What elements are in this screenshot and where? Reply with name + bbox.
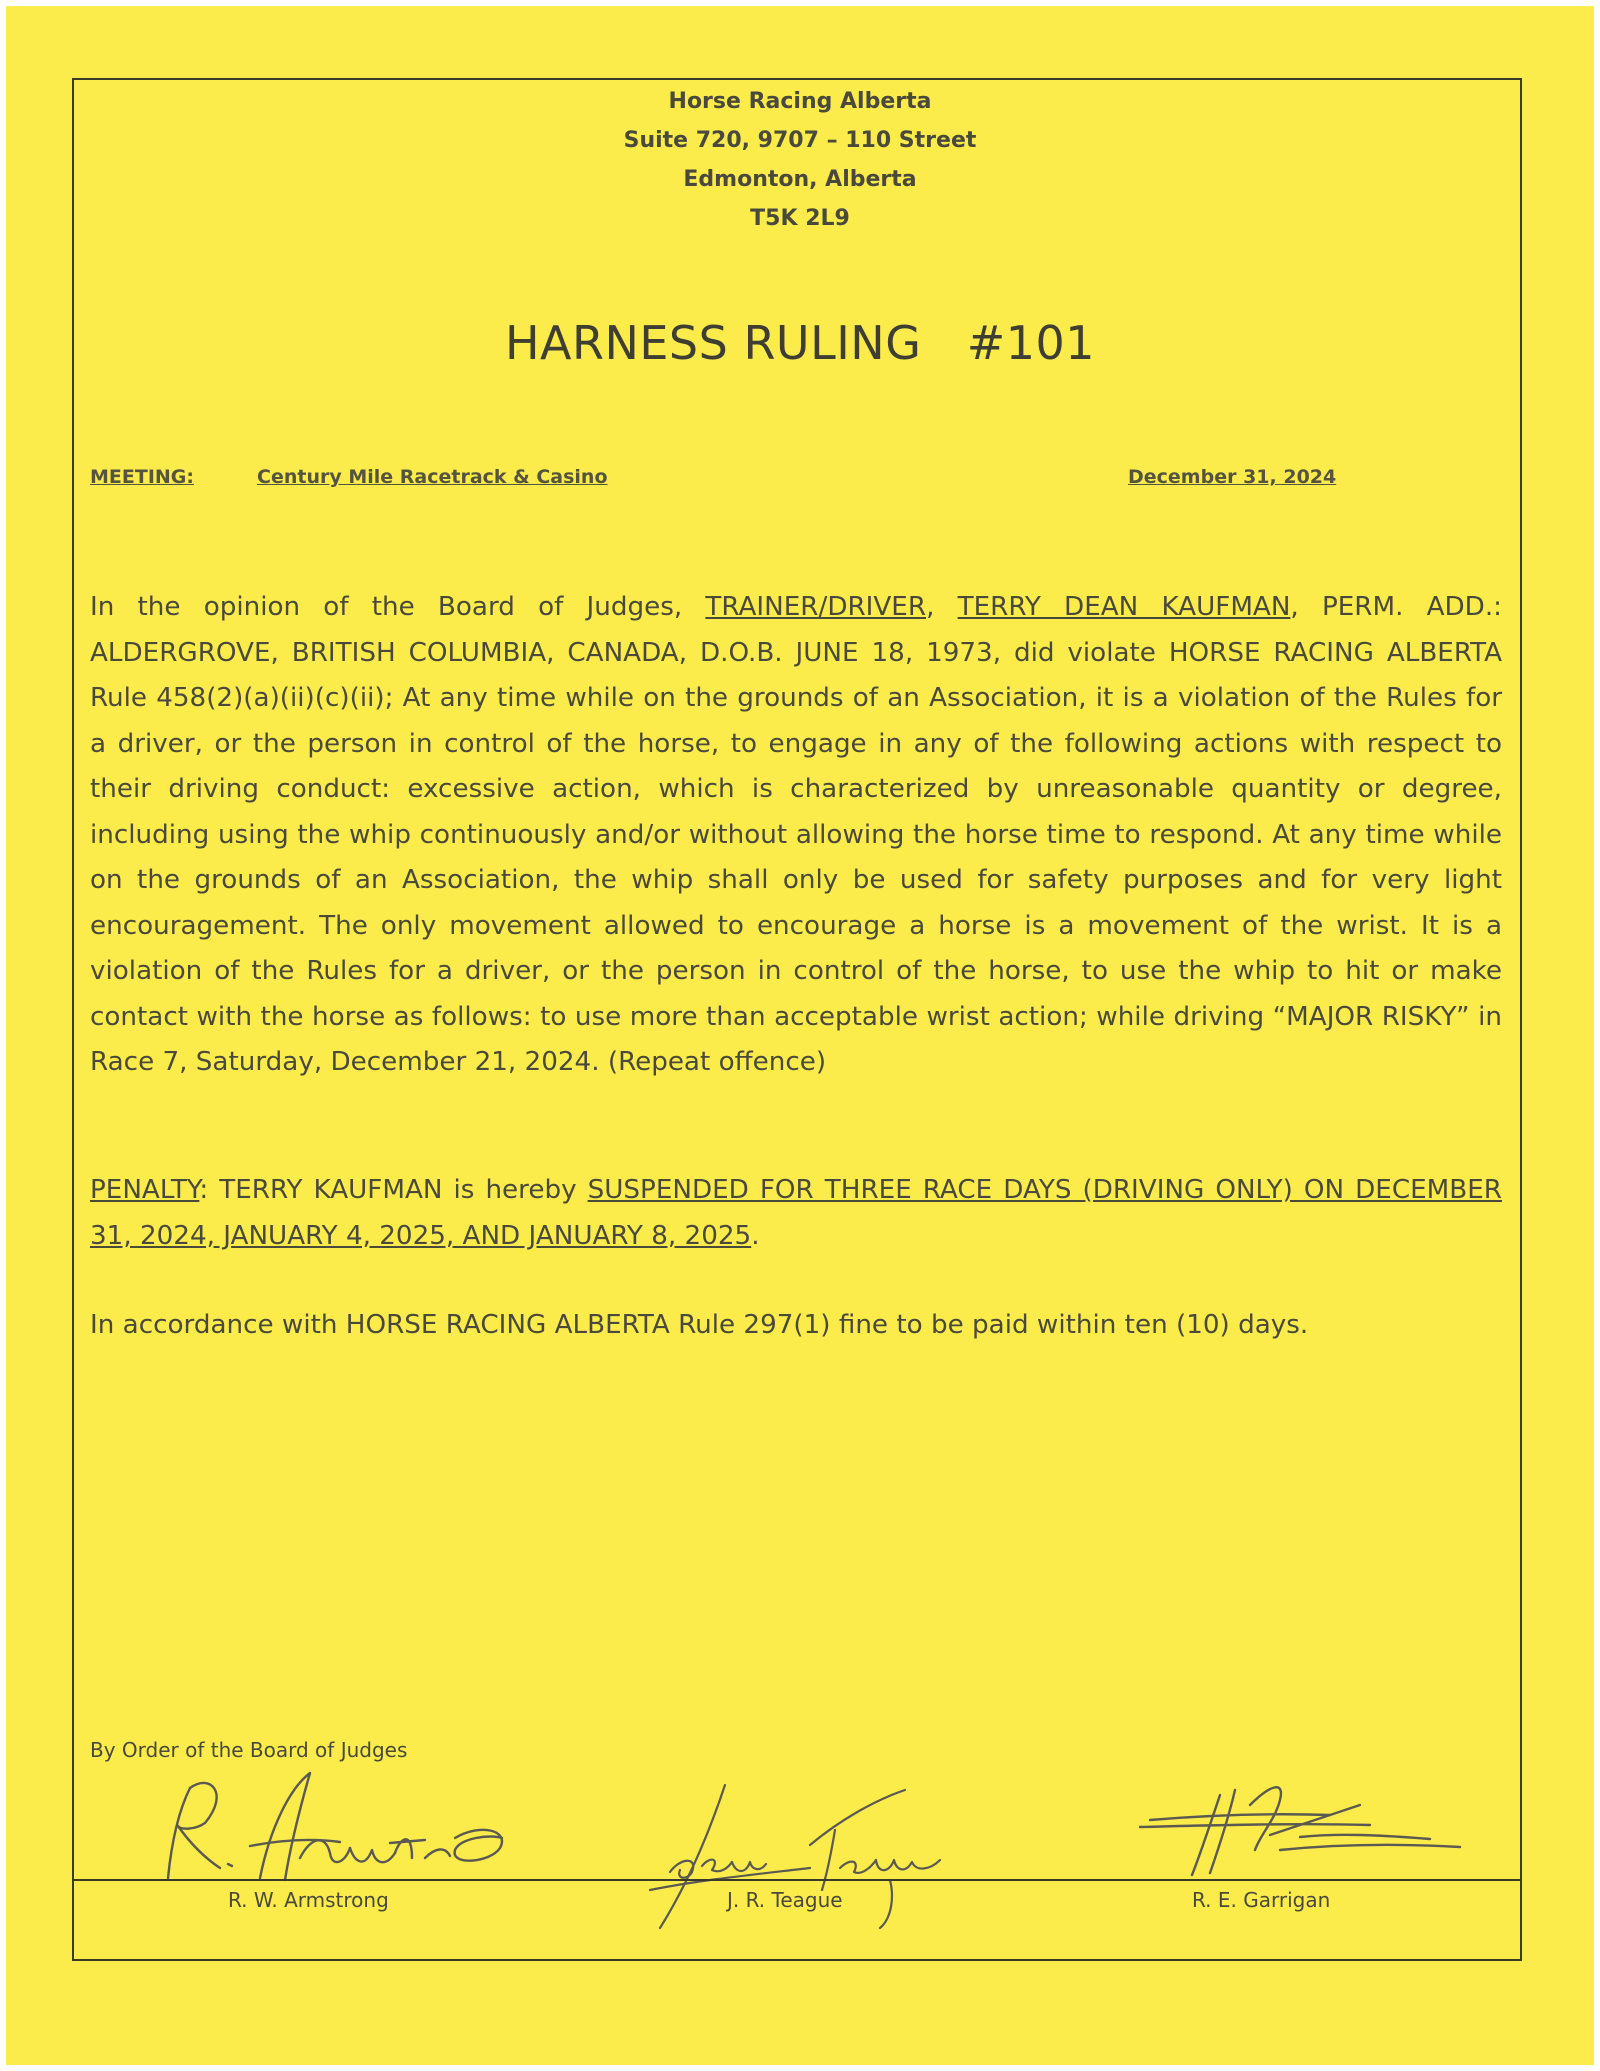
meeting-label: MEETING: — [90, 466, 194, 488]
letterhead-postal: T5K 2L9 — [750, 206, 850, 231]
meeting-date: December 31, 2024 — [1128, 466, 1337, 488]
letterhead-org: Horse Racing Alberta — [668, 89, 932, 114]
letterhead — [0, 82, 1600, 238]
penalty-label: PENALTY — [90, 1175, 200, 1205]
letterhead-city: Edmonton, Alberta — [683, 167, 917, 192]
judge-name-armstrong: R. W. Armstrong — [228, 1888, 389, 1912]
judge-name-garrigan: R. E. Garrigan — [1192, 1888, 1331, 1912]
ruling-details: , PERM. ADD.: ALDERGROVE, BRITISH COLUMBIA, CANADA, D.O.B. JUNE 18, 1973, did violate HORSE RACING ALBERTA Rule 458(2)(a)(ii)(c)(ii); At any time while on the grounds of an Association, it is a violation of the Rules for a driver, or the person in control of the horse, to engage in any of the following actions with respect to their driving conduct: excessive action, which is characterized by unreasonable quantity or degree, including using the whip continuously and/or without allowing the horse time to respond. At any time while on the grounds of an Association, the whip shall only be used for safety purposes and for very light encouragement. The only movement allowed to encourage a horse is a movement of the wrist. It is a violation of the Rules for a driver, or the person in control of the horse, to use the whip to hit or make contact with the horse as follows: to use more than acceptable wrist action; while driving “MAJOR RISKY” in Race 7, Saturday, December 21, 2024. (Repeat offence) — [90, 592, 1502, 1077]
ruling-title: HARNESS RULING #101 — [504, 316, 1096, 370]
letterhead-address: Suite 720, 9707 – 110 Street — [623, 128, 977, 153]
penalty-suspension: SUSPENDED FOR THREE RACE DAYS (DRIVING ONLY) ON DECEMBER 31, 2024, JANUARY 4, 2025, AND JANUARY 8, 2025 — [90, 1175, 1502, 1251]
signature-line — [72, 1879, 1522, 1881]
penalty-text: : TERRY KAUFMAN is hereby — [199, 1175, 588, 1205]
ruling-role: TRAINER/DRIVER — [705, 592, 927, 622]
ruling-comma: , — [926, 592, 958, 622]
ruling-name: TERRY DEAN KAUFMAN — [957, 592, 1291, 622]
judge-name-teague: J. R. Teague — [727, 1888, 843, 1912]
signoff: By Order of the Board of Judges — [90, 1738, 408, 1762]
penalty-end: . — [751, 1220, 760, 1251]
ruling-intro: In the opinion of the Board of Judges, — [90, 592, 706, 622]
fine-paragraph: In accordance with HORSE RACING ALBERTA Rule 297(1) fine to be paid within ten (10) days. — [90, 1310, 1309, 1340]
meeting-venue: Century Mile Racetrack & Casino — [257, 466, 608, 488]
meeting-row — [90, 466, 1360, 496]
penalty-paragraph — [90, 1168, 1502, 1259]
ruling-paragraph — [90, 585, 1502, 1086]
garrigan-signature — [1130, 1775, 1470, 1885]
